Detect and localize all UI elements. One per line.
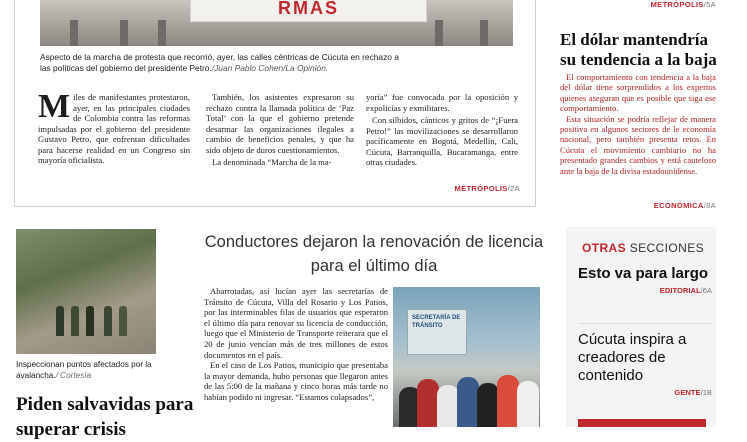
section-page: /6A: [700, 286, 712, 295]
person-figure: [56, 306, 64, 336]
march-figure: [480, 20, 488, 46]
dropcap: M: [38, 88, 71, 125]
otras-item-gente[interactable]: [578, 331, 712, 397]
right-top-section-link[interactable]: [560, 0, 716, 9]
otras-secciones-box: [566, 227, 716, 427]
otras-item-title: Esto va para largo: [578, 265, 709, 282]
otras-item-section: [578, 286, 712, 295]
section-name: METRÓPOLIS: [650, 0, 704, 9]
caption-text: Inspeccionan puntos afectados por la avalancha.: [16, 360, 152, 380]
heading-rest: SECCIONES: [626, 241, 705, 255]
next-item-strip: [578, 419, 706, 427]
protest-banner: RMAS: [190, 0, 427, 22]
march-figure: [70, 20, 78, 46]
march-figure: [435, 20, 443, 46]
crowd-figure: [417, 379, 439, 427]
section-page: /1B: [700, 388, 712, 397]
top-article-column-2: [206, 92, 354, 168]
paragraph: La denominada “Marcha de la ma-: [212, 157, 332, 167]
person-figure: [119, 306, 127, 336]
transit-sign: [407, 309, 467, 355]
paragraph: yoría” fue convocada por la oposición y expolicías y exmilitares.: [366, 92, 518, 113]
person-figure: [71, 306, 79, 336]
divider: [578, 323, 712, 324]
person-figure: [104, 306, 112, 336]
top-article-column-3: [366, 92, 518, 168]
dolar-body: [560, 72, 716, 176]
section-page: /8A: [703, 201, 716, 210]
caption-credit: / Cortesía: [55, 370, 92, 380]
section-name: GENTE: [674, 388, 701, 397]
top-article-column-1: [38, 88, 190, 166]
dolar-headline[interactable]: El dólar mantendría su tendencia a la baja: [560, 30, 717, 69]
otras-item-editorial[interactable]: [578, 265, 712, 295]
top-article-section-link[interactable]: [420, 184, 520, 193]
crowd-figure: [437, 385, 459, 427]
sign-text: SECRETARÍA DE TRÁNSITO: [412, 315, 461, 329]
crowd-figure: [477, 383, 499, 427]
caption-credit: /Juan Pablo Cohen/La Opinión.: [211, 63, 329, 73]
paragraph: Esta situación se podría reflejar de manera positiva en algunos sectores de le economía nacional, pero también presenta retos. En Cúcuta el movimiento cambiario no ha presentado grandes cambios y está cauteloso ante la baja de la divisa estadounidense.: [560, 113, 716, 176]
paragraph: Con silbidos, cánticos y gritos de “¡Fuera Petro!” las movilizaciones se desarrollaron pacíficamente en Bogotá, Medellín, Cali, Cúcuta, Barranquilla, Bucaramanga, entre otras ciudades.: [366, 115, 518, 167]
crowd-figure: [517, 381, 539, 427]
conductores-headline[interactable]: Conductores dejaron la renovación de licencia para el último día: [204, 233, 544, 275]
section-name: EDITORIAL: [659, 286, 701, 295]
march-photo: [40, 0, 513, 46]
section-name: ECONÓMICA: [653, 201, 704, 210]
avalancha-caption: [16, 360, 166, 381]
otras-item-title: Cúcuta inspira a creadores de contenido: [578, 331, 687, 384]
otras-secciones-heading: [566, 227, 716, 255]
paragraph: El comportamiento con tendencia a la baja del dólar tiene sorprendidos a los expertos quienes aseguran que es posible que siga ese comportamiento.: [560, 72, 716, 114]
column-text: iles de manifestantes protestaron, ayer, en las principales ciudades de Colombia contra las reformas impulsadas por el gobierno del presidente Gustavo Petro, que enfrentan dificultades para hacerse realidad en un Congreso sin mayoría oficialista.: [38, 92, 190, 165]
march-figure: [120, 20, 128, 46]
paragraph: En el caso de Los Patios, municipio que presentaba la mayor demanda, hubo personas que llegaron antes de las 5:00 de la mañana y cinco horas más tarde no habían podido ni ingresar. “Estamos colapsados”,: [204, 360, 388, 402]
section-page: /2A: [507, 184, 520, 193]
march-figure: [158, 20, 166, 46]
avalancha-headline[interactable]: Piden salvavidas para superar crisis: [16, 394, 194, 440]
march-photo-caption: [40, 52, 400, 74]
section-name: METRÓPOLIS: [454, 184, 508, 193]
section-page: /5A: [703, 0, 716, 9]
conductores-photo: [393, 287, 540, 427]
avalancha-photo: [16, 229, 156, 354]
person-figure: [86, 306, 94, 336]
heading-accent: OTRAS: [582, 241, 626, 255]
dolar-section-link[interactable]: [610, 201, 716, 210]
paragraph: Abarrotadas, así lucían ayer las secretarías de Tránsito de Cúcuta, Villa del Rosario y Los Patios, por las interminables filas de usuarios que esperaron el último día para renovar su licencia de conducción, luego que el Ministerio de Transporte reiterara que el 20 de junio vencían más de tres millones de estos documentos en el país.: [204, 286, 388, 360]
conductores-body: [204, 286, 388, 403]
paragraph: También, los asistentes expresaron su rechazo contra la llamada política de ‘Paz Total’ con la que el gobierno pretende desarmar las organizaciones ilegales a cambio de beneficios penales, y que ha sido objeto de duros cuestionamientos.: [206, 92, 354, 155]
crowd-figure: [497, 375, 519, 427]
crowd-figure: [457, 377, 479, 427]
otras-item-section: [578, 388, 712, 397]
caption-text: Aspecto de la marcha de protesta que recorrió, ayer, las calles céntricas de Cúcuta en rechazo a las políticas del gobierno del presidente Petro.: [40, 52, 399, 73]
